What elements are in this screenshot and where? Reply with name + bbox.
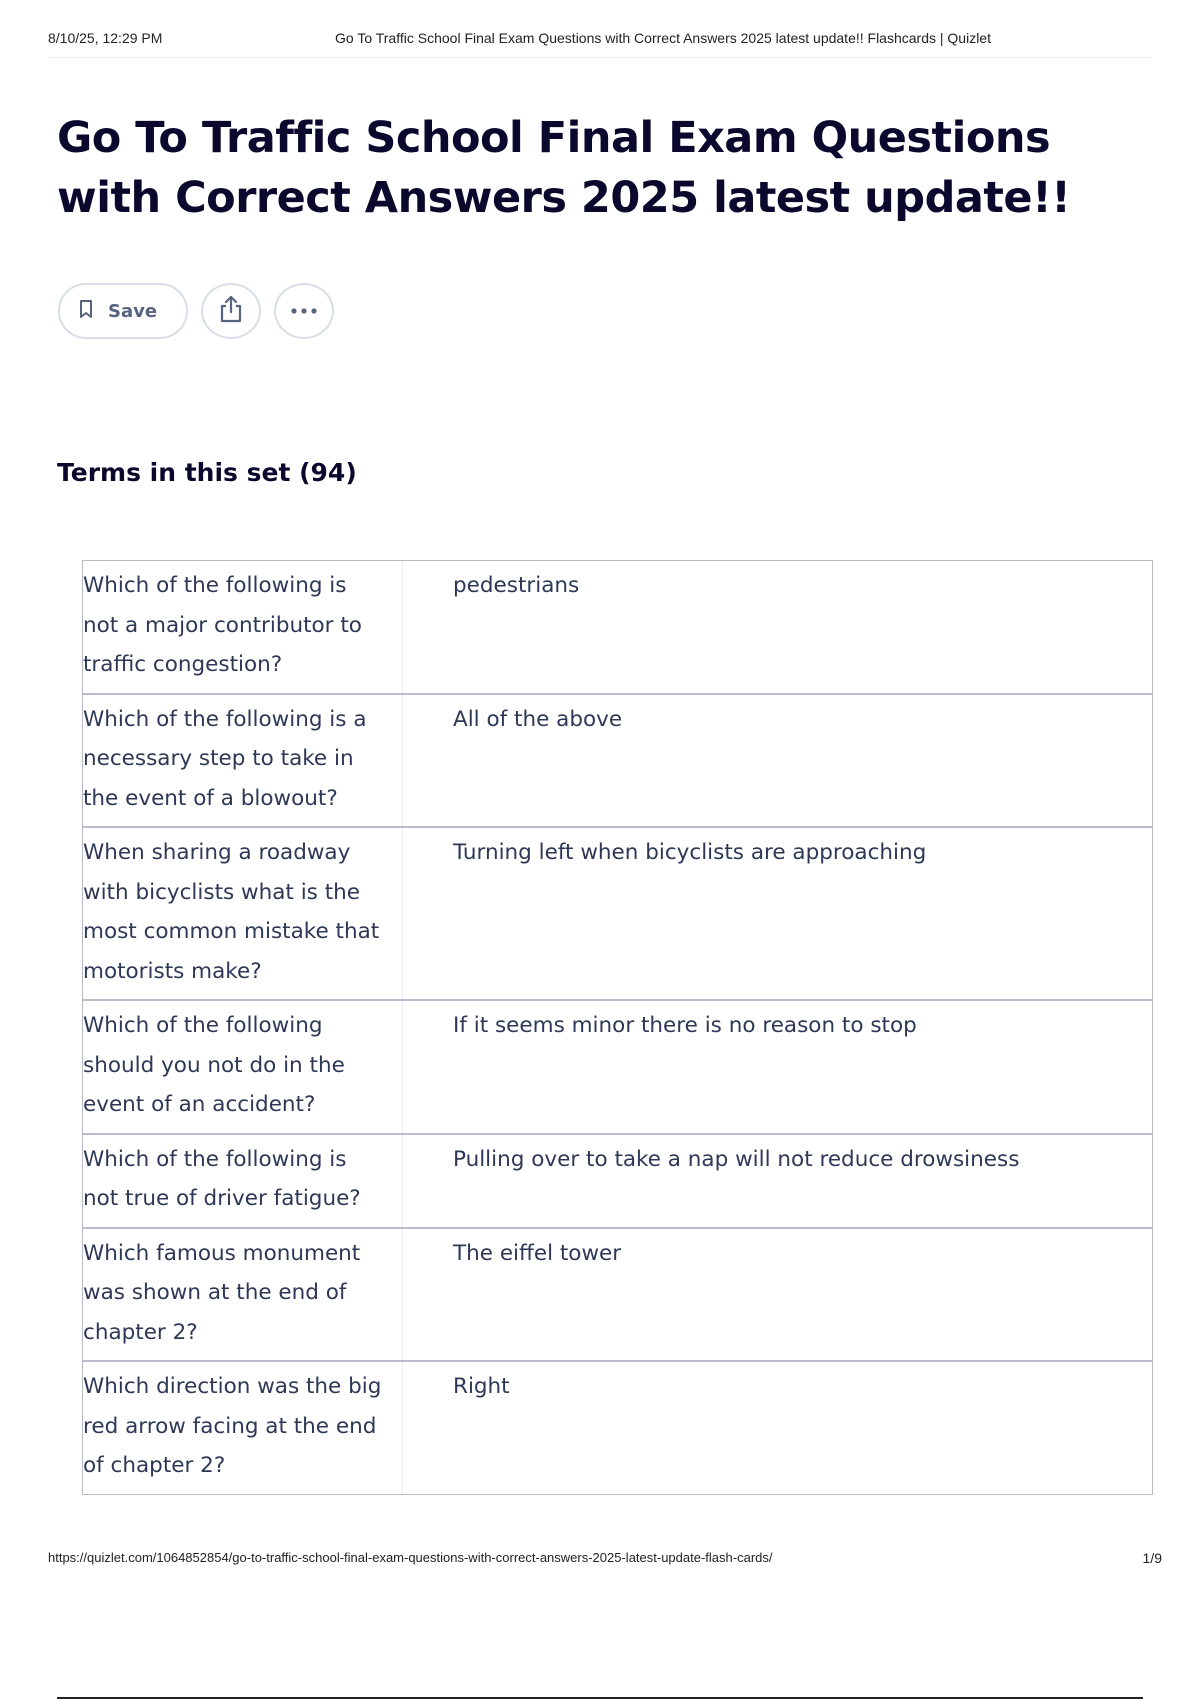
save-button[interactable] [58, 283, 188, 339]
print-header [48, 30, 1152, 52]
bookmark-icon [78, 299, 94, 324]
term-row [83, 1229, 1152, 1363]
page-url: https://quizlet.com/1064852854/go-to-traffic-school-final-exam-questions-with-correct-answers-2025-latest-update-flash-cards/ [48, 1550, 773, 1565]
term-row [83, 1362, 1152, 1494]
term-answer: The eiffel tower [453, 1240, 622, 1266]
term-question: Which famous monument was shown at the end of chapter 2? [83, 1229, 403, 1361]
share-icon [218, 294, 244, 329]
page-title: Go To Traffic School Final Exam Questions with Correct Answers 2025 latest update!! [57, 113, 1071, 223]
term-answer: Turning left when bicyclists are approaching [453, 840, 927, 865]
term-row [83, 828, 1152, 1001]
term-answer: Pulling over to take a nap will not reduce drowsiness [453, 1146, 1020, 1172]
term-question: Which of the following is not true of driver fatigue? [83, 1135, 403, 1227]
bottom-divider [57, 1697, 1143, 1699]
term-question: When sharing a roadway with bicyclists what is the most common mistake that motorists make? [83, 828, 403, 999]
term-answer: pedestrians [453, 573, 580, 598]
print-document-title: Go To Traffic School Final Exam Questions with Correct Answers 2025 latest update!! Flashcards | Quizlet [335, 30, 991, 46]
term-row [83, 695, 1152, 829]
term-answer: Right [453, 1374, 510, 1399]
term-row [83, 1001, 1152, 1135]
share-button[interactable] [201, 283, 261, 339]
term-answer: All of the above [453, 706, 623, 732]
print-datetime: 8/10/25, 12:29 PM [48, 30, 163, 46]
term-question: Which of the following should you not do in the event of an accident? [83, 1001, 403, 1133]
terms-table [82, 560, 1153, 1495]
term-question: Which direction was the big red arrow facing at the end of chapter 2? [83, 1362, 403, 1494]
header-divider [48, 57, 1152, 58]
term-answer: If it seems minor there is no reason to stop [453, 1013, 917, 1038]
terms-heading: Terms in this set (94) [57, 458, 357, 487]
more-options-button[interactable] [274, 283, 334, 339]
term-row [83, 1135, 1152, 1229]
page-indicator: 1/9 [1142, 1550, 1162, 1566]
term-row [83, 561, 1152, 695]
more-options-icon [289, 302, 319, 320]
term-question: Which of the following is not a major contributor to traffic congestion? [83, 561, 403, 693]
term-question: Which of the following is a necessary step to take in the event of a blowout? [83, 695, 403, 827]
save-button-label: Save [108, 300, 158, 322]
